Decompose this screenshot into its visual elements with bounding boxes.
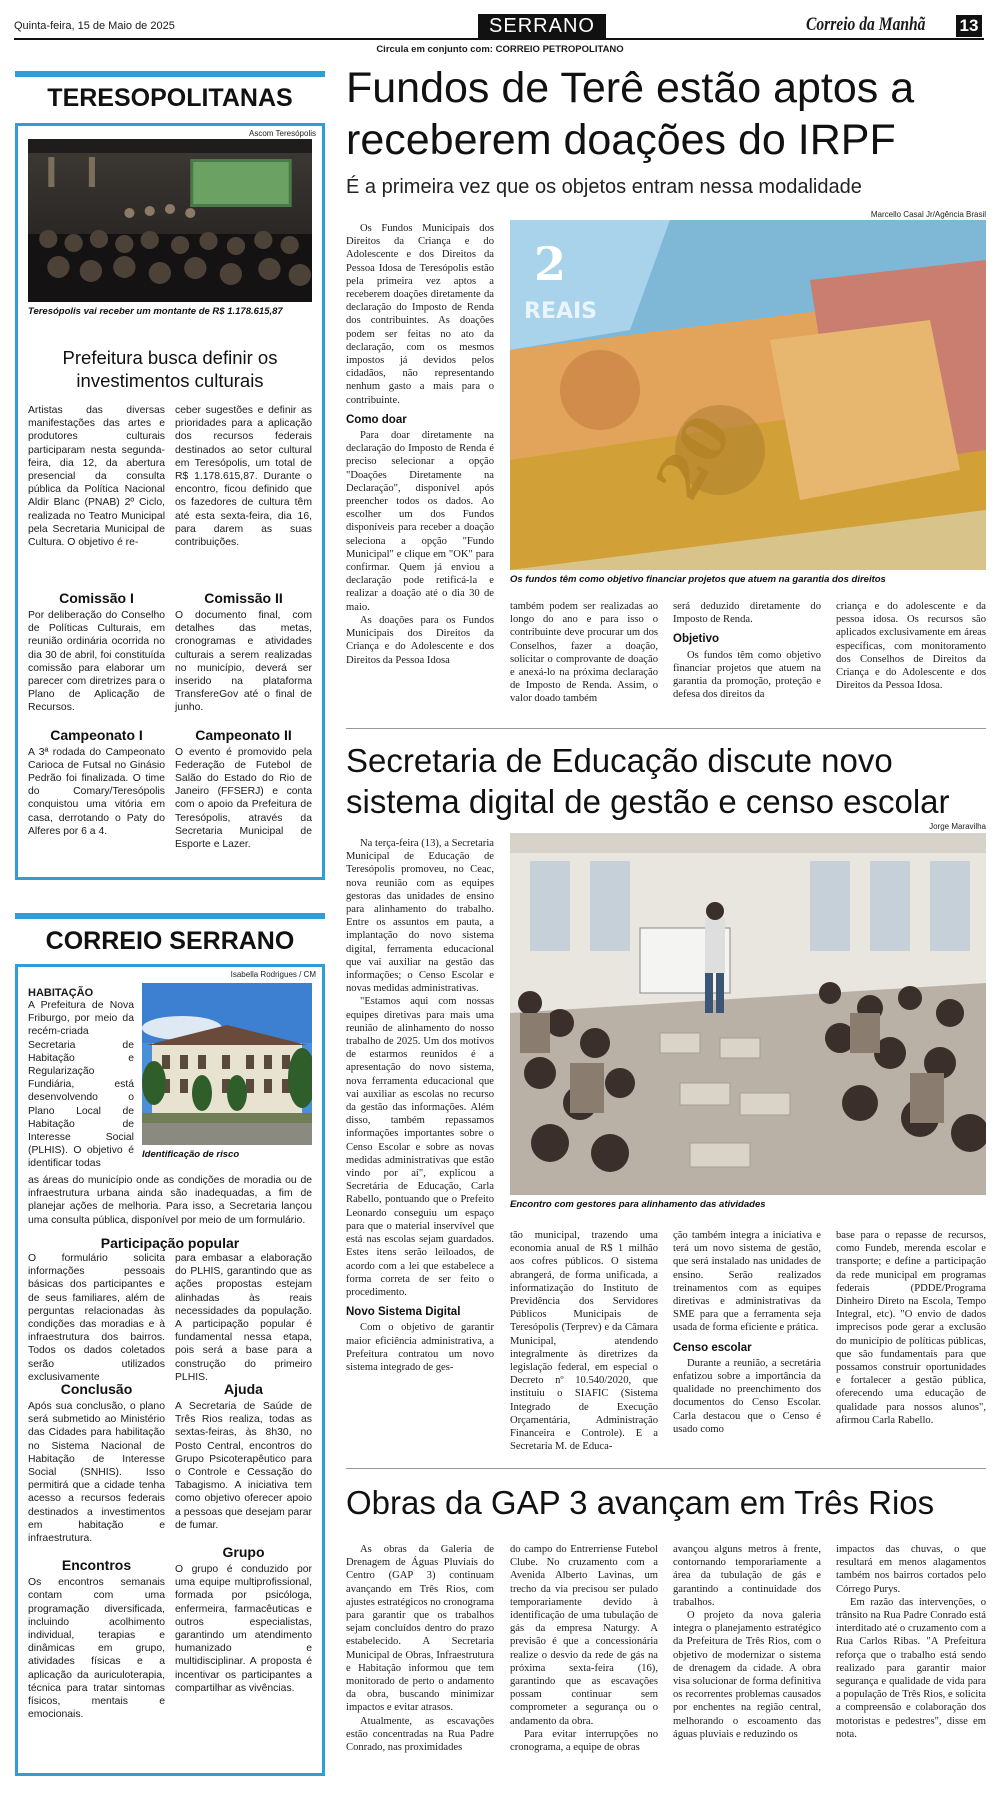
divider-1 xyxy=(346,728,986,729)
gap-col4: impactos das chuvas, o que resultará em menos alagamentos também nos bairros cortados pelo Córrego Purys. xyxy=(836,1544,986,1595)
irpf-credit: Marcello Casal Jr/Agência Brasil xyxy=(870,210,986,219)
edu-subhead-sistema: Novo Sistema Digital xyxy=(346,1306,461,1319)
money-photo xyxy=(510,220,986,570)
brand-logo: Correio da Manhã xyxy=(806,14,926,35)
tere-col-a: Artistas das diversas manifestações das artes e produtores culturais participaram nesta segunda-feira, dia 12, da abertura presencial da consulta pública da Política Nacional Aldir Blanc (PNAB) 2º Ciclo, realizada no Teatro Municipal pela Secretaria Municipal de Cultura. O objetivo é re- xyxy=(28,405,165,549)
irpf-deck: É a primeira vez que os objetos entram nessa modalidade xyxy=(346,176,862,198)
irpf-col4: criança e do adolescente e da pessoa idosa. Os recursos são aplicados exclusivamente em áreas específicas, com monitoramento dos Conselhos de Direitos da Criança e do Adolescente e dos Direitos da Pessoa Idosa. xyxy=(836,601,986,692)
edu-p3: Com o objetivo de garantir maior eficiência administrativa, a Prefeitura contratou um novo sistema integrado de ges- xyxy=(346,1322,494,1373)
gap-col3b: O projeto da nova galeria integra o planejamento estratégico da Prefeitura de Três Rios, com o objetivo de modernizar o sistema de drenagem da cidade. A obra visa solucionar de forma definitiva os recorrentes problemas causados por enchentes na região central, melhorando o escoamento das águas pluviais e reduzindo os xyxy=(673,1610,821,1740)
sub-participacao: Participação popular xyxy=(100,1235,240,1251)
gap-col2: do campo do Entrerriense Futebol Clube. No cruzamento com a Avenida Alberto Lavinas, um trecho da via precisou ser pulado temporariamente devido à identificação de uma tubulação de gás da empresa Naturgy. A previsão é que a concessionária realize o desvio da rede de gás na próxima sexta-feira (16), garantindo que as escavações possam continuar sem comprometer a segurança ou o andamento da obra. xyxy=(510,1544,658,1727)
edu-col2: tão municipal, trazendo uma economia anual de R$ 1 milhão aos cofres públicos. O sistema abrangerá, de forma unificada, a informatização do Instituto de Previdência dos Servidores Públicos Municipais de Teresópolis (Terprev) e da Câmara Municipal, atendendo integralmente às diretrizes da legislação federal, em especial o Decreto nº 10.540/2020, que instituiu o SIAFIC (Sistema Integrado de Execução Orçamentária, Administração Financeira e Controle). E a Secretaria M. de Educa- xyxy=(510,1230,658,1453)
building-photo xyxy=(142,983,312,1145)
gap-col1: As obras da Galeria de Drenagem de Águas Pluviais do Centro (GAP 3) continuam avançando em Três Rios, com ajustes estratégicos no cronograma para garantir que os trabalhos sejam concluídos dentro do prazo estabelecido. A Secretaria Municipal de Obras, Infraestrutura e Habitação informou que tem monitorado de perto o andamento da obra, buscando minimizar impactos e evitar atrasos. xyxy=(346,1544,494,1714)
tere-headline: Prefeitura busca definir os investimentos culturais xyxy=(62,347,278,391)
header-rule xyxy=(14,38,984,40)
text-campeonato-ii: O evento é promovido pela Federação de Futebol de Salão do Estado do Rio de Janeiro (FFSERJ) e conta com o apoio da Prefeitura de Teresópolis, através da Secretaria Municipal de Esporte e Lazer. xyxy=(175,746,312,851)
text-ajuda: A Secretaria de Saúde de Três Rios realiza, todas as sextas-feiras, às 8h30, no Posto Central, encontros do Grupo Psicoterapêutico para o Controle e Cessação do Tabagismo. A iniciativa tem como objetivo oferecer apoio a pessoas que desejam parar de fumar. xyxy=(175,1401,312,1531)
sub-comissao-ii: Comissão II xyxy=(204,590,283,606)
irpf-caption: Os fundos têm como objetivo financiar projetos que atuem na garantia dos direitos xyxy=(510,574,886,585)
gap-col3: avançou alguns metros à frente, contornando temporariamente a área da tubulação de gás e garantindo a continuidade dos trabalhos. xyxy=(673,1544,821,1608)
divider-2 xyxy=(346,1468,986,1469)
gap-col1b: Atualmente, as escavações estão concentradas na Rua Padre Conrado, nas proximidades xyxy=(346,1715,494,1754)
teresopolitanas-title: TERESOPOLITANAS xyxy=(47,84,293,112)
edu-credit: Jorge Maravilha xyxy=(929,822,986,831)
sub-comissao-i: Comissão I xyxy=(59,590,134,606)
habitacao-kicker: HABITAÇÃO xyxy=(28,987,94,999)
sub-encontros: Encontros xyxy=(61,1557,132,1574)
teresopolitanas-box xyxy=(15,123,325,880)
irpf-subhead-como-doar: Como doar xyxy=(346,413,407,426)
text-comissao-i: Por deliberação do Conselho de Políticas Culturais, em reunião ordinária ocorrida no dia 30 de abril, foi constituída comissão para elaborar um parecer com diretrizes para o Plano de Aplicação de Recursos. xyxy=(28,610,165,714)
irpf-col3b: Os fundos têm como objetivo financiar projetos que atuem na garantia da promoção, proteção e defesa dos direitos da xyxy=(673,649,821,701)
irpf-p2: Para doar diretamente na declaração do Imposto de Renda é preciso selecionar a opção "Doações Diretamente na Declaração", disponível após preencher todos os dados. Ao escolher um dos Fundos disponíveis para receber a doação seleciona a opção "Fundo Municipal" e clique em "OK" para confirmar. Quem já enviou a declaração pode retificá-la e realizar a doação até o dia 30 de maio. xyxy=(346,430,494,613)
text-encontros: Os encontros semanais contam com uma programação diversificada, incluindo acolhimento individual, terapias e dinâmicas em grupo, atividades físicas e a aplicação da auriculoterapia, técnica para tratar sintomas físicos, mentais e emocionais. xyxy=(28,1577,165,1721)
edu-headline: Secretaria de Educação discute novo sistema digital de gestão e censo escolar xyxy=(346,742,950,820)
issue-date: Quinta-feira, 15 de Maio de 2025 xyxy=(14,20,175,32)
correio-serrano-box xyxy=(15,964,325,1776)
edu-subhead-censo: Censo escolar xyxy=(673,1341,752,1354)
sub-conclusao: Conclusão xyxy=(60,1381,133,1397)
gap-col2b: Para evitar interrupções no cronograma, a equipe de obras xyxy=(510,1728,658,1754)
irpf-p1: Os Fundos Municipais dos Direitos da Criança e do Adolescente e dos Direitos da Pessoa Idosa de Teresópolis estão pela primeira vez aptos a receberem doações diretamente da declaração do Imposto de Renda dos contribuintes. As doações podem ser feitas no ato da declaração, com os mesmos impostos já devidos pelos cidadãos, não representando nenhum gasto a mais para o contribuinte. xyxy=(346,223,494,406)
photo-credit: Ascom Teresópolis xyxy=(249,129,316,138)
gap-col4b: Em razão das intervenções, o trânsito na Rua Padre Conrado está interditado até o cruzamento com a Rua Carlos Ribas. "A Prefeitura reforça que o trabalho está sendo realizado para garantir maior segurança e qualidade de vida para a população de Três Rios, e solicita a compreensão e colaboração dos motoristas e pedestres", disse em nota. xyxy=(836,1596,986,1740)
correio-serrano-title: CORREIO SERRANO xyxy=(45,927,295,955)
edu-col4: base para o repasse de recursos, como Fundeb, merenda escolar e transporte; e define a participação da rede municipal em programas federais (PDDE/Programa Dinheiro Direto na Escola, Tempo Integral, etc). "O envio de dados imprecisos pode gerar a exclusão do município de políticas públicas, que são fundamentais para que possamos construir oportunidades e fortalecer a gestão pública, oferecendo uma educação de qualidade para nossos alunos", afirmou Carla Rabello. xyxy=(836,1230,986,1426)
habitacao-intro: A Prefeitura de Nova Friburgo, por meio da recém-criada Secretaria de Habitação e Regularização Fundiária, está desenvolvendo o Plano Local de Habitação de Interesse Social (PLHIS). O objetivo é identificar todas xyxy=(28,1000,134,1170)
photo-caption: Teresópolis vai receber um montante de R$ 1.178.615,87 xyxy=(28,306,283,317)
irpf-col2: também podem ser realizadas ao longo do ano e para isso o contribuinte deve procurar um dos Conselhos, fazer a doação, solicitar o comprovante de doação e anexá-lo na próxima declaração de Imposto de Renda. Assim, o valor doado também xyxy=(510,601,658,705)
habitacao-intro-cont: as áreas do município onde as condições de moradia ou de infraestrutura urbana ainda são inadequadas, a fim de planejar ações de melhoria. Para isso, a Secretaria lançou uma consulta pública, disponível por meio de um formulário. xyxy=(28,1175,312,1226)
sub-grupo: Grupo xyxy=(222,1544,265,1561)
text-campeonato-i: A 3ª rodada do Campeonato Carioca de Futsal no Ginásio Pedrão foi finalizada. O time do Comary/Teresópolis conquistou uma vitória em casa, derrotando o Paty do Alferes por 6 a 4. xyxy=(28,746,165,837)
irpf-col3a: será deduzido diretamente do Imposto de Renda. xyxy=(673,601,821,626)
sub-ajuda: Ajuda xyxy=(224,1381,263,1397)
correio-serrano-tab xyxy=(15,913,325,919)
svg-text:2: 2 xyxy=(534,237,567,291)
text-conclusao: Após sua conclusão, o plano será submetido ao Ministério das Cidades para habilitação no Sistema Nacional de Habitação de Interesse Social (SNHIS). Isso permitirá que a cidade tenha acesso a recursos federais destinados a investimentos em habitação e infraestrutura. xyxy=(28,1401,165,1545)
participacao-b: para embasar a elaboração do PLHIS, garantindo que as ações propostas estejam alinhadas às reais necessidades da população. A participação popular é fundamental nessa etapa, pois será a base para a construção do primeiro PLHIS. xyxy=(175,1253,312,1383)
theater-photo xyxy=(28,139,312,302)
text-grupo: O grupo é conduzido por uma equipe multiprofissional, formada por psicóloga, enfermeira, farmacêuticas e outros especialistas, garantindo um atendimento humanizado e multidisciplinar. A proposta é incentivar os participantes a compartilhar as vivências. xyxy=(175,1564,312,1694)
edu-p2: "Estamos aqui com nossas equipes diretivas para mais uma reunião de alinhamento do nosso trabalho de 2025. Um dos motivos de estarmos reunidos é a apresentação do novo sistema, nova ferramenta educacional que vai auxiliar as escolas no recurso da gestão das informações. Além disso, também repassamos informações importantes sobre o Censo Escolar e sobre as novas medidas administrativas que estão vindo por aí", explicou a Secretária de Educação, Carla Rabello, pontuando que o Prefeito Leonardo conseguiu um espaço para que o material inservível que está nas escolas sejam guardados. Estes itens serão leiloados, de acordo com a lei que estabelece a forma correta de ser feito o procedimento. xyxy=(346,996,494,1298)
irpf-subhead-objetivo: Objetivo xyxy=(673,633,720,646)
irpf-headline: Fundos de Terê estão aptos a receberem doações do IRPF xyxy=(346,64,915,164)
edu-col3a: ção também integra a iniciativa e terá um novo sistema de gestão, que será instalado nas unidades de ensino. Serão realizados treinamentos com as equipes diretivas e administrativas da SME para que a ferramenta seja usada de forma eficiente e prática. xyxy=(673,1230,821,1334)
cs-photo-caption: Identificação de risco xyxy=(142,1149,240,1160)
cs-photo-credit: Isabella Rodrigues / CM xyxy=(230,970,316,979)
svg-text:20: 20 xyxy=(643,403,746,512)
page-number: 13 xyxy=(956,15,982,37)
tere-col-b: ceber sugestões e definir as prioridades para a aplicação dos recursos federais destinados ao setor cultural em Teresópolis, um total de R$ 1.178.615,87. Durante o encontro, ficou definido que os fazedores de cultura têm até esta sexta-feira, dia 16, para darem as suas contribuições. xyxy=(175,405,312,549)
sub-campeonato-i: Campeonato I xyxy=(50,726,143,743)
edu-p1: Na terça-feira (13), a Secretaria Municipal de Educação de Teresópolis promoveu, no Ceac, nova reunião com as equipes gestoras das unidades de ensino para alinhamento do trabalho. Entre os assuntos em pauta, a implantação do novo sistema digital, ferramenta educacional que vai auxiliar na gestão das informações; o Censo Escolar e novas medidas administrativas. xyxy=(346,838,494,995)
classroom-photo xyxy=(510,833,986,1195)
section-tag: SERRANO xyxy=(478,14,606,38)
gap-headline: Obras da GAP 3 avançam em Três Rios xyxy=(346,1484,935,1521)
edu-caption: Encontro com gestores para alinhamento das atividades xyxy=(510,1199,766,1210)
irpf-p3: As doações para os Fundos Municipais dos Direitos da Criança e do Adolescente e dos Direitos da Pessoa Idosa xyxy=(346,614,494,666)
text-comissao-ii: O documento final, com detalhes das metas, cronogramas e atividades culturais a serem realizadas no município, deverá ser inserido na plataforma TransfereGov até o final de junho. xyxy=(175,610,312,714)
circulation-note: Circula em conjunto com: CORREIO PETROPOLITANO xyxy=(376,44,624,55)
participacao-a: O formulário solicita informações pessoais básicas dos participantes e de seus familiares, além de perguntas relacionadas às condições das moradias e à infraestrutura dos bairros. Todos os dados coletados serão utilizados exclusivamente xyxy=(28,1253,165,1383)
sub-campeonato-ii: Campeonato II xyxy=(195,726,292,743)
edu-col3b: Durante a reunião, a secretária enfatizou sobre a importância da qualidade no preenchimento dos documentos do Censo Escolar. Carla destacou que o Censo é usado como xyxy=(673,1357,821,1435)
teresopolitanas-tab xyxy=(15,71,325,77)
svg-text:REAIS: REAIS xyxy=(524,299,598,324)
